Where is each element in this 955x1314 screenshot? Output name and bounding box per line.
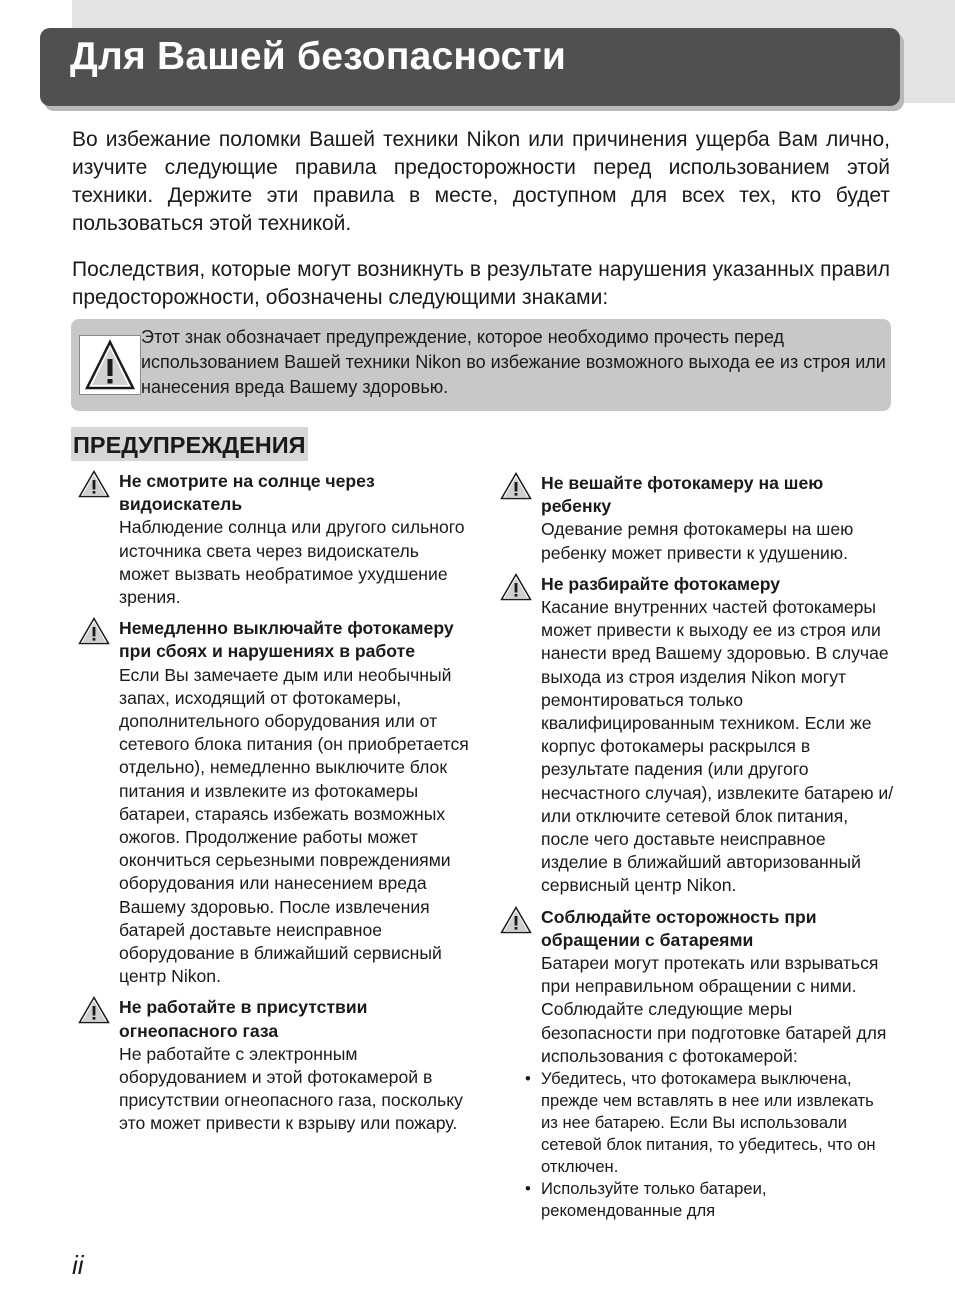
intro-paragraph-2: Последствия, которые могут возникнуть в результате нарушения указанных правил предосторожности, обозначены следующими знаками: (72, 258, 890, 309)
warning-body: Одевание ремня фотокамеры на шею ребенку может привести к удушению. (541, 519, 854, 563)
notice-box (71, 319, 891, 411)
warning-item (78, 996, 473, 1135)
warning-item (500, 573, 895, 898)
intro-paragraph-1: Во избежание поломки Вашей техники Nikon или причинения ущерба Вам лично, изучите следующие правила предосторожности перед использованием этой техники. Держите эти правила в месте, доступном для всех тех, кто будет пользоваться этой техникой. (72, 128, 890, 235)
warning-triangle-icon (78, 996, 110, 1024)
warning-triangle-icon (79, 335, 141, 395)
warning-triangle-icon (78, 470, 110, 498)
warning-title: Не работайте в присутствии огнеопасного газа (119, 997, 368, 1041)
warning-body: Наблюдение солнца или другого сильного источника света через видоискатель может вызвать необратимое ухудшение зрения. (119, 517, 465, 608)
warning-body: Батареи могут протекать или взрываться при неправильном обращении с ними. Соблюдайте следующие меры безопасности при подготовке батарей для использования с фотокамерой: (541, 953, 887, 1066)
list-item: • Используйте только батареи, рекомендованные для (541, 1178, 895, 1222)
notice-text: Этот знак обозначает предупреждение, которое необходимо прочесть перед использованием Вашей техники Nikon во избежание возможного выхода ее из строя или нанесения вреда Вашему здоровью. (141, 327, 886, 397)
warning-body: Если Вы замечаете дым или необычный запах, исходящий от фотокамеры, дополнительного оборудования или от сетевого блока питания (он приобретается отдельно), немедленно выключите блок питания и извлеките из фотокамеры батареи, стараясь избежать возможных ожогов. Продолжение работы может окончиться серьезными повреждениями оборудования или нанесением вреда Вашему здоровью. После извлечения батарей доставьте неисправное оборудование в ближайший сервисный центр Nikon. (119, 664, 469, 987)
warning-title: Не разбирайте фотокамеру (541, 573, 781, 594)
page-number: ii (72, 1250, 84, 1280)
warning-triangle-icon (500, 472, 532, 500)
page-title: Для Вашей безопасности (70, 35, 566, 78)
warning-triangle-icon (500, 906, 532, 934)
warning-item (500, 472, 895, 565)
right-column (500, 472, 895, 1230)
list-item: • Убедитесь, что фотокамера выключена, прежде чем вставлять в нее или извлекать из нее батарею. Если Вы использовали сетевой блок питания, то убедитесь, что он отключен. (541, 1068, 895, 1178)
warning-title: Не смотрите на солнце через видоискатель (119, 471, 375, 515)
section-title: ПРЕДУПРЕЖДЕНИЯ (71, 427, 308, 461)
warning-item (500, 906, 895, 1222)
warning-triangle-icon (500, 573, 532, 601)
warning-triangle-icon (78, 617, 110, 645)
warning-title: Не вешайте фотокамеру на шею ребенку (541, 473, 824, 517)
title-bar (40, 28, 900, 106)
warning-item (78, 617, 473, 988)
warning-title: Немедленно выключайте фотокамеру при сбоях и нарушениях в работе (119, 618, 454, 662)
left-column (78, 470, 473, 1144)
warning-item (78, 470, 473, 609)
battery-precautions-list (541, 1068, 895, 1222)
warning-body: Не работайте с электронным оборудованием и этой фотокамерой в присутствии огнеопасного газа, поскольку это может привести к взрыву или пожару. (119, 1043, 463, 1134)
warning-body: Касание внутренних частей фотокамеры может привести к выходу ее из строя или нанести вред Вашему здоровью. В случае выхода из строя изделия Nikon могут ремонтироваться только квалифицированным техником. Если же корпус фотокамеры раскрылся в результате падения (или другого несчастного случая), извлеките батарею и/или отключите сетевой блок питания, после чего доставьте неисправное изделие в ближайший авторизованный сервисный центр Nikon. (541, 597, 894, 896)
warning-title: Соблюдайте осторожность при обращении с батареями (541, 906, 817, 950)
